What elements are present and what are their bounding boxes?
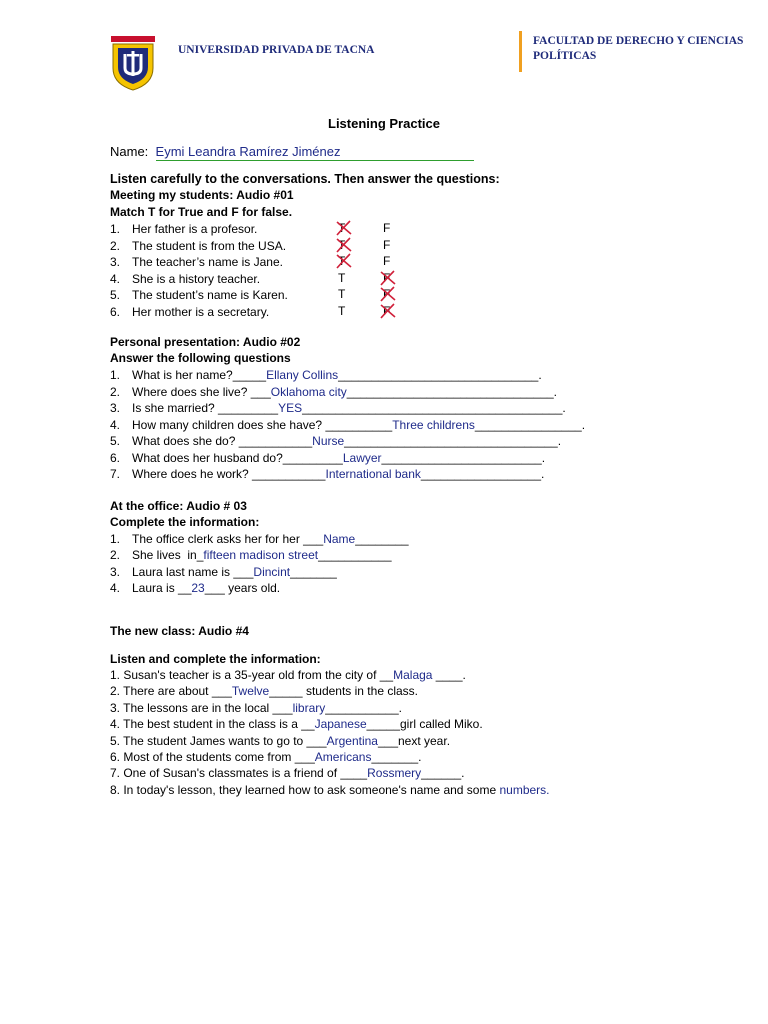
tf-item (110, 287, 288, 303)
item-number: 1. (110, 222, 121, 236)
answer-item (110, 531, 409, 547)
red-cross-mark (378, 285, 398, 303)
answer-item (110, 580, 280, 596)
false-option: F (383, 254, 391, 268)
university-name: UNIVERSIDAD PRIVADA DE TACNA (178, 44, 375, 56)
item-number: 1. (110, 368, 121, 382)
item-text: The teacher’s name is Jane. (132, 255, 283, 269)
item-number: 3. (110, 401, 121, 415)
question-text: 8. In today's lesson, they learned how to ask someone's name and some (110, 782, 500, 797)
answer-item (110, 433, 561, 449)
answer-tail: ______. (421, 766, 465, 781)
name-value-text: Eymi Leandra Ramírez Jiménez (155, 144, 341, 159)
false-option: F (383, 270, 391, 285)
answer-tail: _______________________________________. (302, 401, 566, 415)
answer-item (110, 400, 566, 416)
faculty-name: FACULTAD DE DERECHO Y CIENCIAS POLÍTICAS (533, 35, 744, 62)
answer-text: Nurse (312, 434, 345, 448)
item-text: The student is from the USA. (132, 238, 287, 253)
answer-item (110, 733, 450, 749)
answer-item (110, 547, 392, 563)
true-option: T (338, 287, 346, 301)
section4-heading: The new class: Audio #4 (110, 624, 249, 638)
question-text: What does her husband do?_________ (132, 450, 343, 465)
item-number: 1. (110, 532, 121, 546)
answer-tail: _____girl called Miko. (366, 717, 483, 732)
answer-tail: ______________________________. (338, 368, 542, 382)
answer-text: Name (323, 532, 356, 546)
item-number: 7. (110, 467, 121, 481)
answer-text: Japanese (314, 717, 367, 732)
question-text: What is her name?_____ (132, 368, 267, 382)
name-label: Name: (110, 144, 149, 159)
answer-text: 23 (191, 580, 205, 595)
item-text: Her father is a profesor. (132, 222, 258, 236)
item-text: The student’s name is Karen. (132, 288, 288, 302)
item-number: 2. (110, 384, 121, 399)
answer-text: Oklahoma city (270, 384, 347, 399)
answer-text: fifteen madison street (203, 548, 319, 563)
false-option: F (383, 303, 391, 318)
header-divider (519, 31, 522, 72)
item-number: 3. (110, 255, 121, 269)
answer-item (110, 466, 544, 482)
tf-item (110, 304, 269, 320)
page-title: Listening Practice (328, 116, 440, 131)
answer-tail: ____. (432, 668, 466, 682)
section2-heading: Personal presentation: Audio #02 (110, 335, 301, 349)
answer-item (110, 749, 422, 765)
answer-tail: __________________. (420, 467, 545, 481)
answer-item (110, 700, 402, 716)
question-text: The office clerk asks her for her ___ (132, 532, 324, 546)
red-cross-mark (334, 236, 354, 254)
question-text: 7. One of Susan's classmates is a friend of ____ (110, 766, 368, 781)
question-text: 5. The student James wants to go to ___ (110, 733, 327, 748)
answer-tail: ________________________________. (344, 434, 562, 448)
answer-text: International bank (325, 467, 421, 481)
section1-heading: Meeting my students: Audio #01 (110, 188, 294, 202)
question-text: She lives in_ (132, 548, 204, 563)
question-text: What does she do? ___________ (132, 434, 313, 448)
name-value (156, 144, 474, 161)
tf-item (110, 221, 257, 237)
red-cross-mark (334, 252, 354, 270)
tf-item (110, 271, 260, 287)
item-number: 5. (110, 288, 121, 302)
true-option: T (338, 221, 346, 235)
false-option: F (383, 221, 391, 235)
item-number: 2. (110, 238, 121, 253)
question-text: Where does he work? ___________ (132, 467, 326, 481)
item-number: 2. (110, 548, 121, 563)
item-text: Her mother is a secretary. (132, 304, 270, 319)
university-logo (109, 34, 157, 92)
answer-tail: _______________________________. (346, 384, 558, 399)
section3-heading: At the office: Audio # 03 (110, 499, 247, 513)
answer-tail: ________________. (474, 417, 586, 432)
question-text: Laura is __ (132, 580, 192, 595)
item-number: 4. (110, 580, 121, 595)
answer-tail: _______ (290, 564, 337, 579)
intro-text: Listen carefully to the conversations. Then answer the questions: (110, 172, 500, 186)
answer-item (110, 683, 418, 699)
answer-item (110, 667, 466, 683)
item-text: She is a history teacher. (132, 271, 261, 286)
answer-item (110, 384, 557, 400)
answer-item (110, 417, 585, 433)
answer-item (110, 450, 545, 466)
answer-tail: ___next year. (377, 733, 451, 748)
item-number: 6. (110, 304, 121, 319)
answer-text: Argentina (326, 733, 378, 748)
red-cross-mark (378, 302, 398, 320)
section1-instruction: Match T for True and F for false. (110, 205, 293, 219)
section4-instruction: Listen and complete the information: (110, 652, 321, 666)
section2-instruction: Answer the following questions (110, 351, 291, 365)
item-number: 4. (110, 271, 121, 286)
true-option: T (338, 270, 346, 285)
answer-item (110, 782, 550, 798)
answer-text: Three childrens (392, 417, 475, 432)
answer-text: Twelve (231, 684, 270, 699)
answer-tail: _______. (371, 750, 422, 764)
answer-tail: ___________ (318, 548, 392, 563)
answer-text: YES (278, 401, 303, 415)
tf-item (110, 254, 283, 270)
question-text: 1. Susan's teacher is a 35-year old from the city of __ (110, 668, 394, 682)
question-text: 2. There are about ___ (110, 684, 232, 699)
false-option: F (383, 287, 391, 301)
answer-tail: ___ years old. (204, 580, 281, 595)
red-cross-mark (334, 219, 354, 237)
red-cross-mark (378, 269, 398, 287)
answer-item (110, 716, 483, 732)
answer-text: Dincint (253, 564, 291, 579)
answer-tail: ___________. (325, 700, 402, 715)
question-text: How many children does she have? __________ (132, 417, 393, 432)
answer-text: Americans (314, 750, 372, 764)
answer-tail: ________ (355, 532, 409, 546)
answer-text: library (292, 700, 326, 715)
answer-text: Ellany Collins (266, 368, 339, 382)
answer-item (110, 765, 465, 781)
answer-item (110, 367, 542, 383)
section3-instruction: Complete the information: (110, 515, 260, 529)
answer-text: numbers. (499, 782, 550, 797)
answer-tail: ________________________. (381, 450, 546, 465)
answer-item (110, 564, 337, 580)
question-text: Where does she live? ___ (132, 384, 271, 399)
answer-tail: _____ students in the class. (269, 684, 418, 699)
question-text: 6. Most of the students come from ___ (110, 750, 315, 764)
true-option: T (338, 303, 346, 318)
item-number: 3. (110, 564, 121, 579)
item-number: 5. (110, 434, 121, 448)
answer-text: Rossmery (367, 766, 422, 781)
answer-text: Malaga (393, 668, 433, 682)
question-text: 4. The best student in the class is a __ (110, 717, 315, 732)
question-text: Is she married? _________ (132, 401, 279, 415)
question-text: Laura last name is ___ (132, 564, 254, 579)
answer-text: Lawyer (342, 450, 382, 465)
item-number: 6. (110, 450, 121, 465)
false-option: F (383, 237, 391, 252)
name-line (110, 144, 474, 161)
true-option: T (338, 237, 346, 252)
true-option: T (338, 254, 346, 268)
item-number: 4. (110, 417, 121, 432)
question-text: 3. The lessons are in the local ___ (110, 700, 293, 715)
tf-item (110, 238, 286, 254)
